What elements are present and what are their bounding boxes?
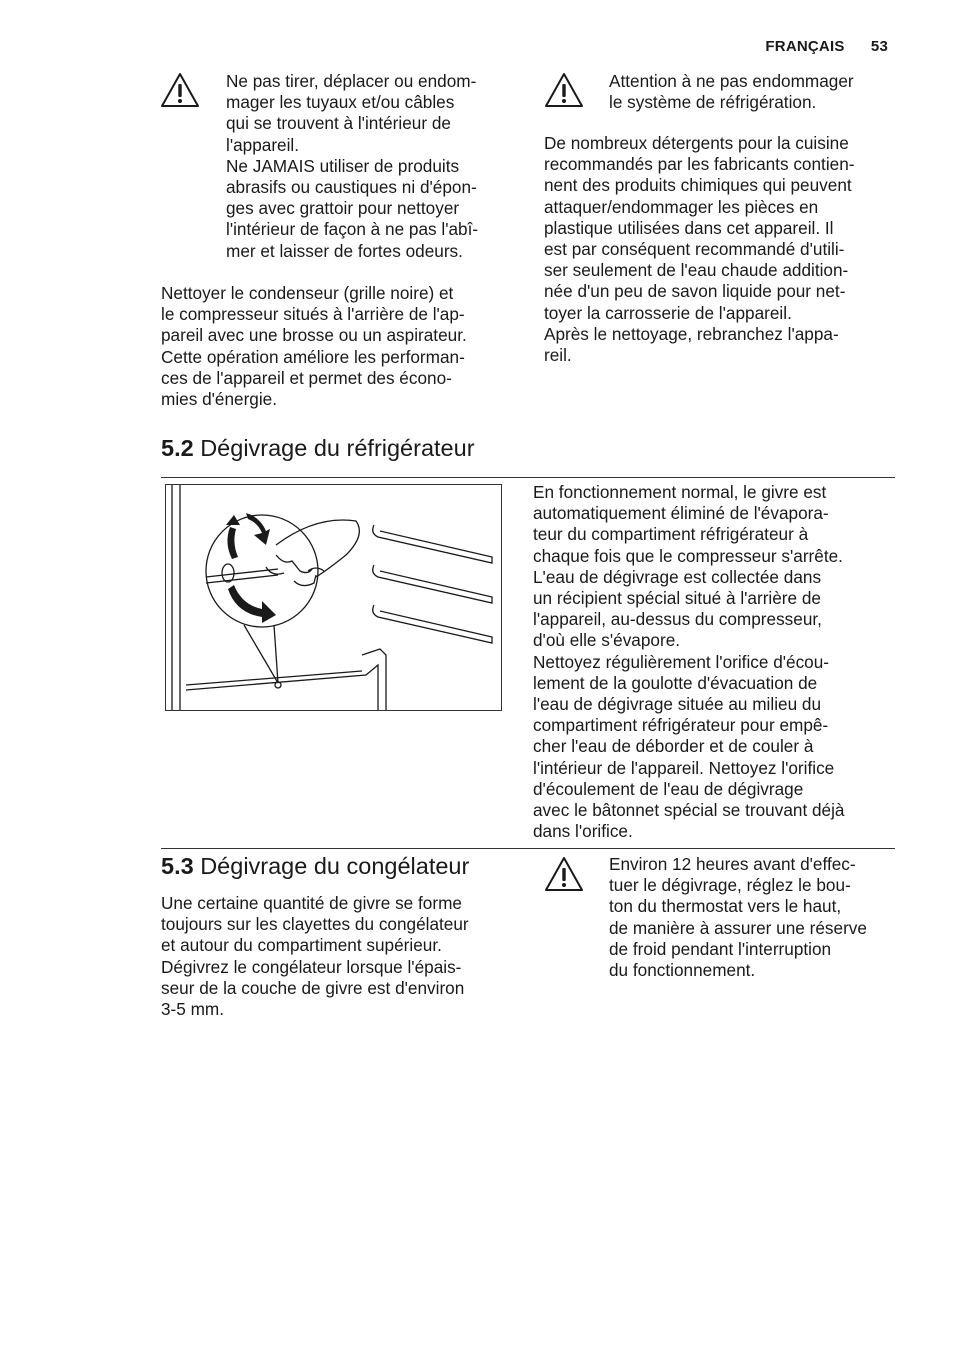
text-line: recommandés par les fabricants contien-: [544, 154, 855, 175]
text-line: et autour du compartiment supérieur.: [161, 935, 442, 956]
text-line: Nettoyer le condenseur (grille noire) et: [161, 283, 454, 303]
defrost-drain-illustration: [165, 484, 502, 711]
section-number: 5.2: [161, 435, 194, 461]
text-line: dans l'orifice.: [533, 821, 633, 842]
text-line: reil.: [544, 345, 572, 366]
text-line: mies d'énergie.: [161, 389, 278, 410]
text-line: 3-5 mm.: [161, 999, 225, 1020]
warning-icon: [160, 72, 200, 108]
section-heading-5-3: [161, 852, 469, 880]
text-line: Après le nettoyage, rebranchez l'appa-: [544, 323, 839, 344]
text-line: Ne pas tirer, déplacer ou endom-: [226, 71, 477, 91]
section-title: Dégivrage du réfrigérateur: [200, 435, 475, 461]
text-line: seur de la couche de givre est d'environ: [161, 977, 465, 998]
text-line: ces de l'appareil et permet des écono-: [161, 367, 452, 388]
text-line: chaque fois que le compresseur s'arrête.: [533, 545, 843, 566]
text-line: qui se trouvent à l'intérieur de: [226, 113, 451, 134]
text-line: de froid pendant l'interruption: [609, 938, 832, 959]
page-header: [765, 38, 888, 55]
paragraph-condenser: [161, 283, 521, 410]
text-line: d'où elle s'évapore.: [533, 630, 681, 651]
text-line: Environ 12 heures avant d'effec-: [609, 854, 856, 874]
defrost-drain-drawing: [166, 485, 501, 710]
text-line: l'eau de dégivrage située au milieu du: [533, 694, 822, 715]
text-line: l'intérieur de l'appareil. Nettoyez l'orifice: [533, 757, 835, 778]
text-line: née d'un peu de savon liquide pour net-: [544, 281, 846, 302]
text-line: mer et laisser de fortes odeurs.: [226, 240, 463, 261]
text-line: de manière à assurer une réserve: [609, 917, 867, 938]
text-line: Dégivrez le congélateur lorsque l'épais-: [161, 956, 462, 977]
text-line: abrasifs ou caustiques ni d'épon-: [226, 177, 477, 198]
text-line: l'appareil, au-dessus du compresseur,: [533, 609, 822, 630]
section-divider: [161, 477, 895, 478]
text-line: un récipient spécial situé à l'arrière de: [533, 588, 821, 609]
warning-icon: [544, 72, 584, 108]
page-number: 53: [870, 38, 888, 55]
section-number: 5.3: [161, 853, 194, 879]
text-line: ser seulement de l'eau chaude addition-: [544, 260, 849, 281]
section-heading-5-2: [161, 434, 475, 462]
warning-text-pipes: [226, 71, 526, 262]
text-line: toujours sur les clayettes du congélateur: [161, 914, 469, 935]
text-line: De nombreux détergents pour la cuisine: [544, 133, 849, 153]
text-line: le compresseur situés à l'arrière de l'ap-: [161, 304, 465, 325]
section-divider: [161, 848, 895, 849]
text-line: attaquer/endommager les pièces en: [544, 196, 819, 217]
text-line: Nettoyez régulièrement l'orifice d'écou-: [533, 651, 830, 672]
text-line: nent des produits chimiques qui peuvent: [544, 175, 852, 196]
text-line: automatiquement éliminé de l'évapora-: [533, 503, 829, 524]
text-line: mager les tuyaux et/ou câbles: [226, 92, 455, 113]
text-line: ges avec grattoir pour nettoyer: [226, 198, 460, 219]
text-line: lement de la goulotte d'évacuation de: [533, 672, 818, 693]
paragraph-defrost-fridge: [533, 482, 913, 842]
text-line: du fonctionnement.: [609, 960, 756, 981]
text-line: Attention à ne pas endommager: [609, 71, 854, 91]
text-line: l'intérieur de façon à ne pas l'abî-: [226, 219, 479, 240]
text-line: le système de réfrigération.: [609, 92, 817, 113]
text-line: plastique utilisées dans cet appareil. Il: [544, 217, 834, 238]
paragraph-defrost-freezer: [161, 893, 521, 1020]
text-line: L'eau de dégivrage est collectée dans: [533, 566, 822, 587]
section-title: Dégivrage du congélateur: [200, 853, 470, 879]
text-line: ton du thermostat vers le haut,: [609, 896, 842, 917]
text-line: Ne JAMAIS utiliser de produits: [226, 155, 460, 176]
warning-text-refrigeration: [609, 71, 909, 113]
text-line: d'écoulement de l'eau de dégivrage: [533, 778, 804, 799]
text-line: cher l'eau de déborder et de couler à: [533, 736, 814, 757]
text-line: compartiment réfrigérateur pour empê-: [533, 715, 829, 736]
text-line: Cette opération améliore les performan-: [161, 346, 465, 367]
text-line: teur du compartiment réfrigérateur à: [533, 524, 809, 545]
header-language: FRANÇAIS: [765, 38, 845, 55]
text-line: En fonctionnement normal, le givre est: [533, 482, 827, 502]
text-line: pareil avec une brosse ou un aspirateur.: [161, 325, 467, 346]
text-line: est par conséquent recommandé d'utili-: [544, 239, 845, 260]
text-line: tuer le dégivrage, réglez le bou-: [609, 875, 851, 896]
text-line: Une certaine quantité de givre se forme: [161, 893, 462, 913]
text-line: avec le bâtonnet spécial se trouvant déjà: [533, 800, 845, 821]
text-line: toyer la carrosserie de l'appareil.: [544, 302, 792, 323]
warning-text-thermostat: [609, 854, 909, 981]
text-line: l'appareil.: [226, 134, 300, 155]
paragraph-detergents: [544, 133, 914, 366]
warning-icon: [544, 856, 584, 892]
